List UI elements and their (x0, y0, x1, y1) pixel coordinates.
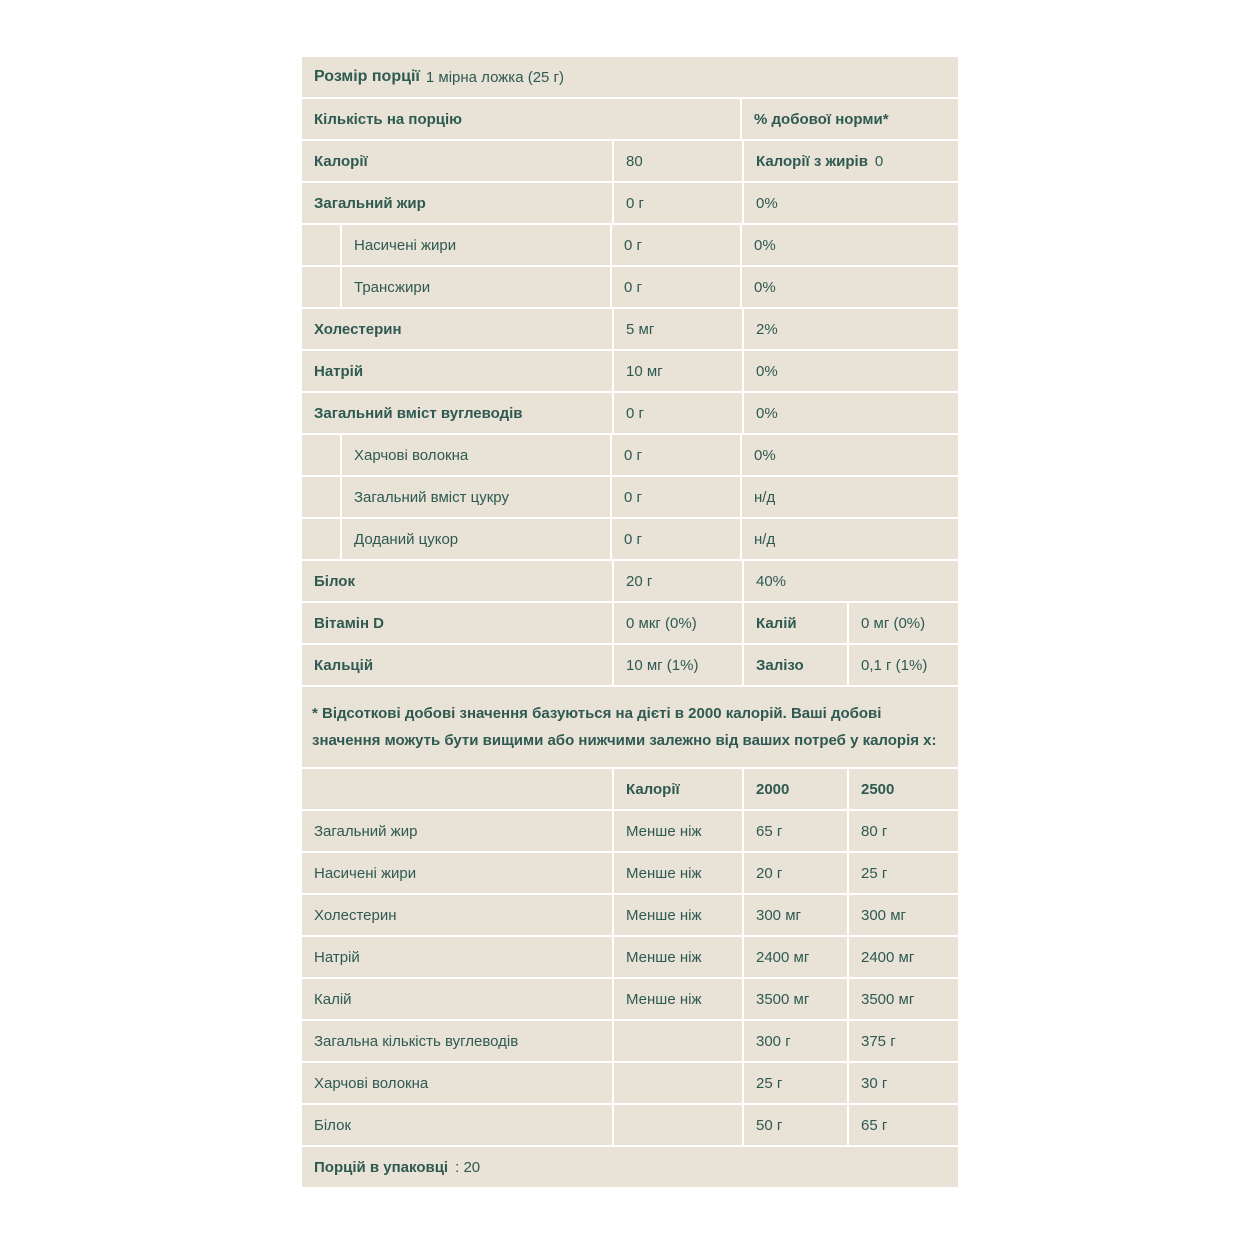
nutrient-amount: 0 г (612, 519, 740, 559)
nutrient-amount: 10 мг (614, 351, 742, 391)
nutrient-label: Насичені жири (342, 225, 610, 265)
mineral-label: Кальцій (302, 645, 612, 685)
reference-2500-value: 375 г (849, 1021, 958, 1061)
nutrient-amount: 0 г (612, 225, 740, 265)
reference-label: Холестерин (302, 895, 612, 935)
daily-value-header: % добової норми* (742, 99, 958, 139)
amount-per-serving-header: Кількість на порцію (302, 99, 740, 139)
nutrient-dv: н/д (742, 519, 958, 559)
nutrient-label: Трансжири (342, 267, 610, 307)
nutrient-label: Білок (302, 561, 612, 601)
reference-2000-value: 300 г (744, 1021, 847, 1061)
nutrient-dv: н/д (742, 477, 958, 517)
serving-size-cell (302, 57, 958, 97)
nutrient-label: Загальний жир (302, 183, 612, 223)
reference-2500-value: 300 мг (849, 895, 958, 935)
mineral-amount: 0 мкг (0%) (614, 603, 742, 643)
reference-row (302, 853, 958, 893)
reference-label: Загальна кількість вуглеводів (302, 1021, 612, 1061)
reference-qualifier: Менше ніж (614, 895, 742, 935)
nutrient-dv: 40% (744, 561, 958, 601)
indent-spacer-cell (302, 519, 340, 559)
reference-2500-value: 80 г (849, 811, 958, 851)
nutrient-row (302, 225, 958, 265)
table2-header-calories: Калорії (614, 769, 742, 809)
reference-row (302, 937, 958, 977)
table2-header-2000: 2000 (744, 769, 847, 809)
daily-value-footnote: * Відсоткові добові значення базуються на дієті в 2000 калорій. Ваші добові значення можуть бути вищими або нижчими залежно від ваших потреб у калорія х: (302, 687, 958, 767)
serving-size-row (302, 57, 958, 97)
nutrient-row (302, 309, 958, 349)
nutrient-dv: 0% (742, 435, 958, 475)
reference-row (302, 811, 958, 851)
mineral-label: Вітамін D (302, 603, 612, 643)
nutrient-amount: 0 г (612, 477, 740, 517)
table1-header-row (302, 99, 958, 139)
reference-qualifier (614, 1105, 742, 1145)
mineral-label-2: Калій (744, 603, 847, 643)
reference-label: Насичені жири (302, 853, 612, 893)
reference-row (302, 1105, 958, 1145)
mineral-label-2: Залізо (744, 645, 847, 685)
reference-2000-value: 25 г (744, 1063, 847, 1103)
indent-spacer-cell (302, 477, 340, 517)
nutrient-row (302, 183, 958, 223)
mineral-amount-2: 0 мг (0%) (849, 603, 958, 643)
nutrient-row (302, 477, 958, 517)
reference-2500-value: 2400 мг (849, 937, 958, 977)
calories-label: Калорії (302, 141, 612, 181)
nutrient-row (302, 267, 958, 307)
nutrient-label: Загальний вміст цукру (342, 477, 610, 517)
reference-2000-value: 2400 мг (744, 937, 847, 977)
reference-qualifier: Менше ніж (614, 853, 742, 893)
nutrient-amount: 20 г (614, 561, 742, 601)
mineral-row (302, 603, 958, 643)
indent-spacer-cell (302, 225, 340, 265)
reference-qualifier: Менше ніж (614, 979, 742, 1019)
calories-from-fat-cell (744, 141, 958, 181)
nutrient-amount: 5 мг (614, 309, 742, 349)
nutrient-dv: 0% (744, 351, 958, 391)
indent-spacer-cell (302, 435, 340, 475)
reference-2000-value: 50 г (744, 1105, 847, 1145)
mineral-amount: 10 мг (1%) (614, 645, 742, 685)
nutrient-amount: 0 г (614, 183, 742, 223)
nutrient-label: Загальний вміст вуглеводів (302, 393, 612, 433)
reference-label: Харчові волокна (302, 1063, 612, 1103)
reference-2500-value: 65 г (849, 1105, 958, 1145)
reference-qualifier (614, 1021, 742, 1061)
nutrient-row (302, 393, 958, 433)
nutrient-amount: 0 г (612, 435, 740, 475)
nutrient-label: Натрій (302, 351, 612, 391)
nutrient-dv: 0% (744, 183, 958, 223)
reference-2500-value: 30 г (849, 1063, 958, 1103)
nutrient-label: Холестерин (302, 309, 612, 349)
reference-qualifier: Менше ніж (614, 937, 742, 977)
servings-per-container-cell (302, 1147, 958, 1187)
reference-row (302, 1021, 958, 1061)
reference-label: Загальний жир (302, 811, 612, 851)
servings-per-container-label: Порцій в упаковці (314, 1158, 449, 1176)
reference-row (302, 979, 958, 1019)
nutrient-label: Доданий цукор (342, 519, 610, 559)
reference-qualifier: Менше ніж (614, 811, 742, 851)
nutrient-row (302, 519, 958, 559)
nutrient-dv: 0% (742, 267, 958, 307)
mineral-row (302, 645, 958, 685)
nutrient-row (302, 351, 958, 391)
reference-label: Натрій (302, 937, 612, 977)
servings-per-container-value: : 20 (455, 1158, 481, 1176)
indent-spacer-cell (302, 267, 340, 307)
nutrient-label: Харчові волокна (342, 435, 610, 475)
reference-row (302, 1063, 958, 1103)
reference-row (302, 895, 958, 935)
nutrient-row (302, 435, 958, 475)
nutrient-dv: 0% (744, 393, 958, 433)
calories-from-fat-label: Калорії з жирів (756, 152, 868, 170)
reference-2000-value: 300 мг (744, 895, 847, 935)
reference-label: Калій (302, 979, 612, 1019)
nutrient-amount: 0 г (612, 267, 740, 307)
nutrient-dv: 0% (742, 225, 958, 265)
servings-per-container-row (302, 1147, 958, 1187)
reference-label: Білок (302, 1105, 612, 1145)
serving-size-label: Розмір порції (314, 68, 420, 85)
table2-header-2500: 2500 (849, 769, 958, 809)
reference-2500-value: 25 г (849, 853, 958, 893)
footnote-row (302, 687, 958, 767)
table2-header-empty (302, 769, 612, 809)
nutrient-amount: 0 г (614, 393, 742, 433)
reference-qualifier (614, 1063, 742, 1103)
nutrient-dv: 2% (744, 309, 958, 349)
table2-header-row (302, 769, 958, 809)
reference-2500-value: 3500 мг (849, 979, 958, 1019)
nutrition-facts-table (302, 57, 958, 1187)
calories-amount: 80 (614, 141, 742, 181)
calories-from-fat-value: 0 (874, 152, 884, 170)
serving-size-value: 1 мірна ложка (25 г) (425, 68, 565, 86)
reference-2000-value: 3500 мг (744, 979, 847, 1019)
nutrient-row (302, 561, 958, 601)
mineral-amount-2: 0,1 г (1%) (849, 645, 958, 685)
reference-2000-value: 65 г (744, 811, 847, 851)
calories-row (302, 141, 958, 181)
reference-2000-value: 20 г (744, 853, 847, 893)
